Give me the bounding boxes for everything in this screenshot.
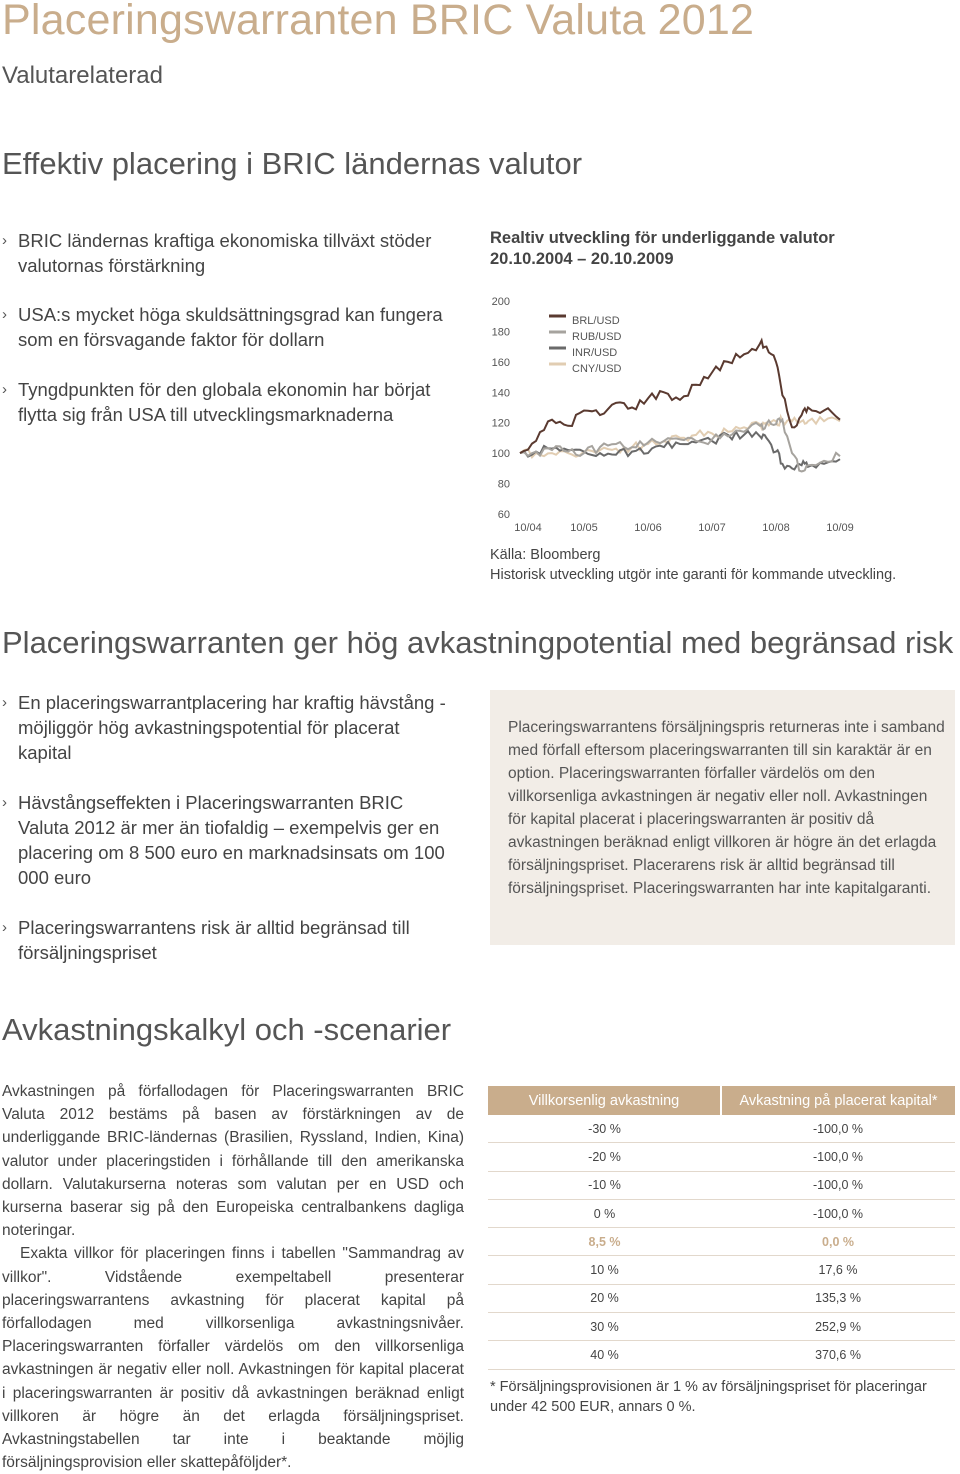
chart-disclaimer: Historisk utveckling utgör inte garanti för kommande utveckling. xyxy=(490,567,897,583)
table-row xyxy=(488,1256,955,1284)
y-tick-label: 80 xyxy=(497,478,510,491)
section-heading-placeringswarranten: Placeringswarranten ger hög avkastningpotential med begränsad risk xyxy=(2,625,954,660)
chevron-right-icon: › xyxy=(2,306,7,323)
table-row xyxy=(488,1115,955,1143)
table-cell-avkastning: 135,3 % xyxy=(721,1284,955,1312)
bullet-item xyxy=(2,790,457,890)
table-cell-villkorsenlig: 10 % xyxy=(488,1256,721,1284)
column-header: Avkastning på placerat kapital* xyxy=(721,1086,955,1115)
bullet-text: Placeringswarrantens risk är alltid begränsad till försäljningspriset xyxy=(18,917,410,963)
x-tick-label: 10/05 xyxy=(570,522,598,534)
y-tick-label: 60 xyxy=(497,509,510,521)
chart-title-line1: Realtiv utveckling för underliggande valutor xyxy=(490,229,835,247)
table-row xyxy=(488,1143,955,1171)
x-tick-label: 10/06 xyxy=(634,522,662,534)
page-subtitle: Valutarelaterad xyxy=(2,62,163,89)
column-header: Villkorsenlig avkastning xyxy=(488,1086,721,1115)
table-cell-avkastning: 0,0 % xyxy=(721,1228,955,1256)
y-tick-label: 100 xyxy=(491,448,510,461)
bullet-item xyxy=(2,377,452,427)
table-cell-villkorsenlig: 30 % xyxy=(488,1313,721,1341)
chevron-right-icon: › xyxy=(2,694,7,711)
section-heading-effektiv: Effektiv placering i BRIC ländernas valutor xyxy=(2,146,583,181)
body-paragraph: Avkastningen på förfallodagen för Placeringswarranten BRIC Valuta 2012 bestäms på basen av förstärkningen av de underliggande BRIC-ländernas (Brasilien, Ryssland, Indien, Kina) valutor under placeringstiden i förhållande till den amerikanska dollarn. Valutakurserna noteras som valutan per en USD och kurserna baserar sig på den Europeiska centralbankens dagliga noteringar. xyxy=(2,1083,464,1240)
table-cell-villkorsenlig: -10 % xyxy=(488,1171,721,1199)
chart-title xyxy=(490,228,835,270)
table-cell-villkorsenlig: 40 % xyxy=(488,1341,721,1369)
y-tick-label: 160 xyxy=(491,356,510,369)
table-cell-avkastning: -100,0 % xyxy=(721,1115,955,1143)
table-row xyxy=(488,1284,955,1312)
table-cell-avkastning: 17,6 % xyxy=(721,1256,955,1284)
table-cell-avkastning: -100,0 % xyxy=(721,1199,955,1227)
table-row xyxy=(488,1171,955,1199)
body-text xyxy=(2,1080,464,1474)
legend-label: INR/USD xyxy=(572,347,618,359)
table-row xyxy=(488,1313,955,1341)
table-row xyxy=(488,1228,955,1256)
y-tick-label: 120 xyxy=(491,417,510,430)
bullet-item xyxy=(2,915,457,965)
currency-line-chart xyxy=(490,288,860,538)
table-header-row xyxy=(488,1086,955,1115)
bullet-text: Hävstångseffekten i Placeringswarranten BRIC Valuta 2012 är mer än tiofaldig – exempelvis ger en placering om 8 500 euro en marknadsinsats om 100 000 euro xyxy=(18,792,445,888)
table-cell-villkorsenlig: 8,5 % xyxy=(488,1228,721,1256)
chevron-right-icon: › xyxy=(2,381,7,398)
bullet-text: USA:s mycket höga skuldsättningsgrad kan fungera som en försvagande faktor för dollarn xyxy=(18,304,443,350)
y-tick-label: 200 xyxy=(491,296,510,308)
chart-source: Källa: Bloomberg xyxy=(490,547,601,563)
table-row xyxy=(488,1341,955,1369)
return-table xyxy=(488,1086,955,1370)
table-cell-avkastning: -100,0 % xyxy=(721,1171,955,1199)
bullet-text: BRIC ländernas kraftiga ekonomiska tillväxt stöder valutornas förstärkning xyxy=(18,230,432,276)
bullet-item xyxy=(2,228,452,278)
page-title: Placeringswarranten BRIC Valuta 2012 xyxy=(2,0,755,44)
bullet-item xyxy=(2,302,452,352)
info-box xyxy=(490,690,955,945)
table-cell-avkastning: -100,0 % xyxy=(721,1143,955,1171)
table-cell-villkorsenlig: -20 % xyxy=(488,1143,721,1171)
bullet-item xyxy=(2,690,457,765)
table-cell-villkorsenlig: 0 % xyxy=(488,1199,721,1227)
series-line-brl-usd xyxy=(520,340,840,453)
bullet-text: En placeringswarrantplacering har kraftig hävstång - möjliggör hög avkastningspotential för placerat kapital xyxy=(18,692,446,763)
table-footnote: * Försäljningsprovisionen är 1 % av försäljningspriset för placeringar under 42 500 EUR, annars 0 %. xyxy=(490,1379,927,1415)
x-tick-label: 10/09 xyxy=(826,522,854,534)
chevron-right-icon: › xyxy=(2,919,7,936)
table-cell-avkastning: 370,6 % xyxy=(721,1341,955,1369)
body-paragraph: Exakta villkor för placeringen finns i tabellen "Sammandrag av villkor". Vidstående exempeltabell presenterar placeringswarrantens avkastning för placerat kapital på förfallodagen med villkorsenliga avkastningsnivåer. Placeringswarranten förfaller värdelös om den villkorsenliga avkastningen är negativ eller noll. Avkastningen för kapital placerat i placeringswarranten är positiv då avkastningen beräknad enligt villkoren är högre än det erlagda försäljningspriset. Avkastningstabellen tar inte i beaktande möjlig försäljningsprovision eller skattepåföljder*. xyxy=(2,1245,464,1472)
chevron-right-icon: › xyxy=(2,794,7,811)
x-tick-label: 10/08 xyxy=(762,522,790,534)
table-cell-avkastning: 252,9 % xyxy=(721,1313,955,1341)
table-cell-villkorsenlig: -30 % xyxy=(488,1115,721,1143)
section-heading-avkastningskalkyl: Avkastningskalkyl och -scenarier xyxy=(2,1012,452,1047)
table-cell-villkorsenlig: 20 % xyxy=(488,1284,721,1312)
x-tick-label: 10/07 xyxy=(698,522,726,534)
info-box-text: Placeringswarrantens försäljningspris returneras inte i samband med förfall eftersom placeringswarranten till sin karaktär är en option. Placeringswarranten förfaller värdelös om den villkorsenliga avkastningen är negativ eller noll. Avkastningen för kapital placerat i placeringswarranten är positiv då avkastningen beräknad enligt villkoren är högre än det erlagda försäljningspriset. Placerarens risk är alltid begränsad till försäljningspriset. Placeringswarranten har inte kapitalgaranti. xyxy=(508,719,945,897)
y-tick-label: 180 xyxy=(491,326,510,339)
bullet-text: Tyngdpunkten för den globala ekonomin har börjat flytta sig från USA till utvecklingsmarknaderna xyxy=(18,379,431,425)
x-tick-label: 10/04 xyxy=(514,522,542,534)
chart-title-line2: 20.10.2004 – 20.10.2009 xyxy=(490,250,674,268)
legend-label: RUB/USD xyxy=(572,331,622,343)
y-tick-label: 140 xyxy=(491,387,510,400)
chevron-right-icon: › xyxy=(2,232,7,249)
legend-label: BRL/USD xyxy=(572,315,620,327)
legend-label: CNY/USD xyxy=(572,363,622,375)
table-row xyxy=(488,1199,955,1227)
